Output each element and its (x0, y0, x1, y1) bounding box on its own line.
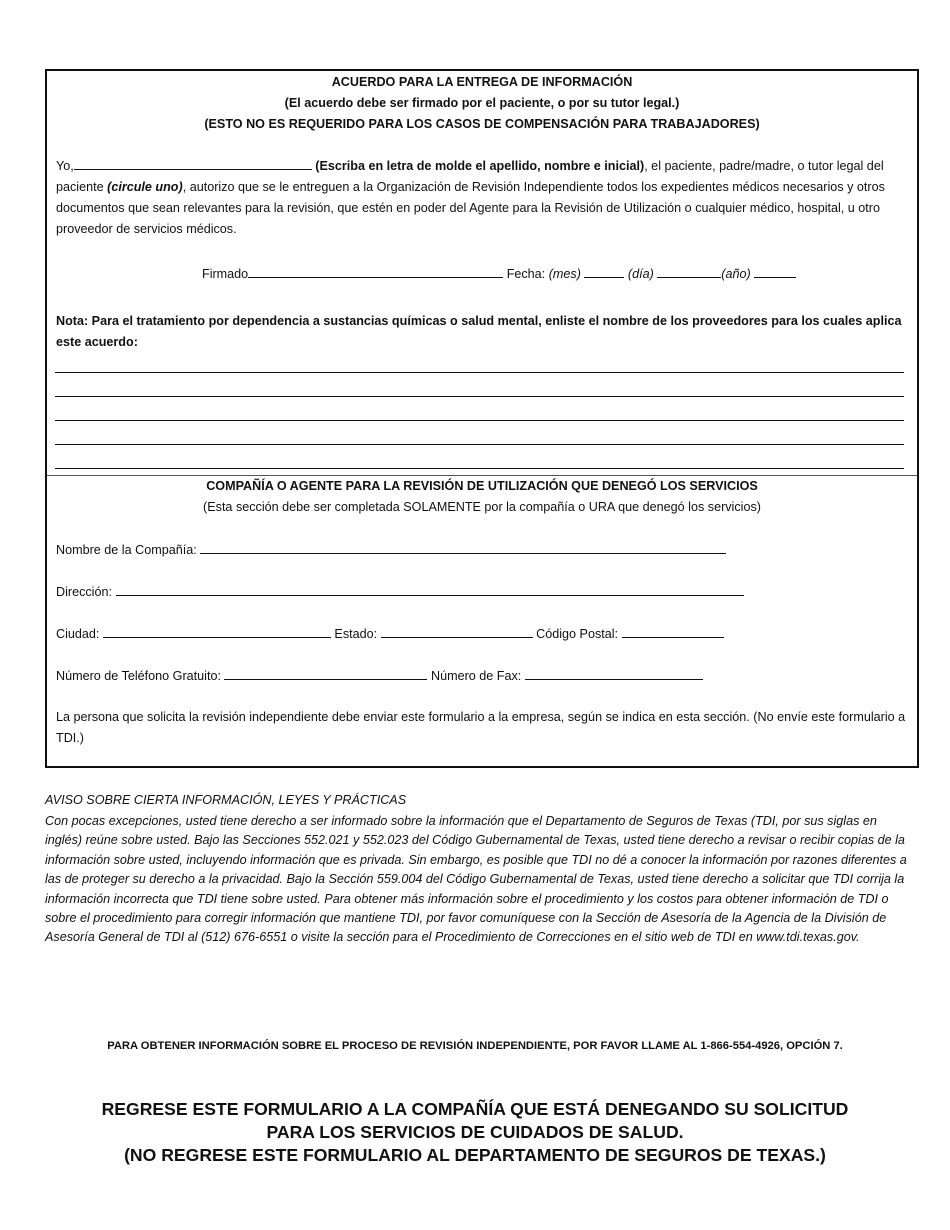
signature-row (202, 265, 796, 281)
agreement-subtitle-2: (ESTO NO ES REQUERIDO PARA LOS CASOS DE COMPENSACIÓN PARA TRABAJADORES) (204, 117, 760, 131)
yo-label: Yo, (56, 159, 74, 173)
zip-label: Código Postal: (536, 627, 619, 641)
toll-free-phone-field[interactable] (224, 667, 427, 680)
signed-label: Firmado (202, 267, 249, 281)
company-name-field[interactable] (200, 541, 726, 554)
fax-field[interactable] (525, 667, 703, 680)
agreement-text-2: , autorizo que se le entreguen a la Organización de Revisión Independiente todos los expedientes médicos necesarios y otros documentos que sean relevantes para la revisión, que estén en poder del Agente para la Revisión de Utilización o cualquier médico, hospital, u otro proveedor de servicios médicos. (56, 180, 885, 236)
notice-title: AVISO SOBRE CIERTA INFORMACIÓN, LEYES Y PRÁCTICAS (45, 793, 407, 807)
provider-line-3[interactable] (55, 420, 904, 421)
city-state-zip-row (56, 625, 724, 641)
company-name-row (56, 541, 726, 557)
year-field[interactable] (754, 265, 796, 278)
provider-line-5[interactable] (55, 468, 904, 469)
company-subtitle: (Esta sección debe ser completada SOLAMENTE por la compañía o URA que denegó los servicios) (203, 500, 761, 514)
day-field[interactable] (657, 265, 721, 278)
city-field[interactable] (103, 625, 331, 638)
agreement-text-1: , el paciente, padre/madre, o tutor legal del paciente (56, 159, 884, 194)
provider-line-1[interactable] (55, 372, 904, 373)
month-field[interactable] (584, 265, 624, 278)
state-field[interactable] (381, 625, 533, 638)
return-line-1: REGRESE ESTE FORMULARIO A LA COMPAÑÍA QUE ESTÁ DENEGANDO SU SOLICITUD (101, 1099, 849, 1119)
signature-field[interactable] (248, 265, 503, 278)
print-name-instruction: (Escriba en letra de molde el apellido, nombre e inicial) (315, 159, 645, 173)
circle-one-label: (circule uno) (107, 180, 183, 194)
agreement-paragraph (56, 156, 912, 240)
month-label: (mes) (548, 267, 581, 281)
return-line-2: PARA LOS SERVICIOS DE CUIDADOS DE SALUD. (266, 1122, 684, 1142)
fax-label: Número de Fax: (430, 669, 522, 683)
return-line-3: (NO REGRESE ESTE FORMULARIO AL DEPARTAMENTO DE SEGUROS DE TEXAS.) (124, 1145, 826, 1165)
agreement-subtitle-1: (El acuerdo debe ser firmado por el paciente, o por su tutor legal.) (284, 96, 680, 110)
notice-body: Con pocas excepciones, usted tiene derecho a ser informado sobre la información que el Departamento de Seguros de Texas (TDI, por sus siglas en inglés) reúne sobre usted. Bajo las Secciones 552.021 y 552.023 del Código Gubernamental de Texas, usted tiene derecho a revisar o recibir copias de la información sobre usted, incluyendo información que es privada. Sin embargo, es posible que TDI no dé a conocer la información por razones diferentes a las de proteger su derecho a la privacidad. Bajo la Sección 559.004 del Código Gubernamental de Texas, usted tiene derecho a solicitar que TDI corrija la información incorrecta que TDI tiene sobre usted. Para obtener más información sobre el procedimiento y los costos para obtener información de TDI o sobre el procedimiento para corregir información que mantiene TDI, por favor comuníquese con la Sección de Asesoría de la Agencia de la División de Asesoría General de TDI al (512) 676-6551 o visite la sección para el Procedimiento de Correcciones en el sitio web de TDI en www.tdi.texas.gov. (45, 814, 907, 945)
name-field[interactable] (74, 157, 312, 170)
provider-line-2[interactable] (55, 396, 904, 397)
date-label: Fecha: (506, 267, 546, 281)
company-name-label: Nombre de la Compañía: (56, 543, 197, 557)
address-label: Dirección: (56, 585, 112, 599)
state-label: Estado: (334, 627, 378, 641)
company-title: COMPAÑÍA O AGENTE PARA LA REVISIÓN DE UTILIZACIÓN QUE DENEGÓ LOS SERVICIOS (206, 479, 758, 493)
section-divider (47, 475, 917, 476)
provider-note: Nota: Para el tratamiento por dependencia a sustancias químicas o salud mental, enliste el nombre de los proveedores para los cuales aplica este acuerdo: (56, 314, 902, 349)
day-label: (día) (627, 267, 654, 281)
address-row (56, 583, 744, 599)
company-instructions: La persona que solicita la revisión independiente debe enviar este formulario a la empresa, según se indica en esta sección. (No envíe este formulario a TDI.) (56, 710, 906, 745)
toll-free-phone-label: Número de Teléfono Gratuito: (56, 669, 221, 683)
address-field[interactable] (116, 583, 744, 596)
year-label: (año) (721, 267, 751, 281)
agreement-title: ACUERDO PARA LA ENTREGA DE INFORMACIÓN (331, 75, 633, 89)
phone-info: PARA OBTENER INFORMACIÓN SOBRE EL PROCESO DE REVISIÓN INDEPENDIENTE, POR FAVOR LLAME AL 1-866-554-4926, OPCIÓN 7. (107, 1040, 843, 1052)
return-instructions (0, 1098, 950, 1167)
phone-fax-row (56, 667, 703, 683)
city-label: Ciudad: (56, 627, 100, 641)
form-box (45, 69, 919, 768)
zip-field[interactable] (622, 625, 724, 638)
provider-line-4[interactable] (55, 444, 904, 445)
